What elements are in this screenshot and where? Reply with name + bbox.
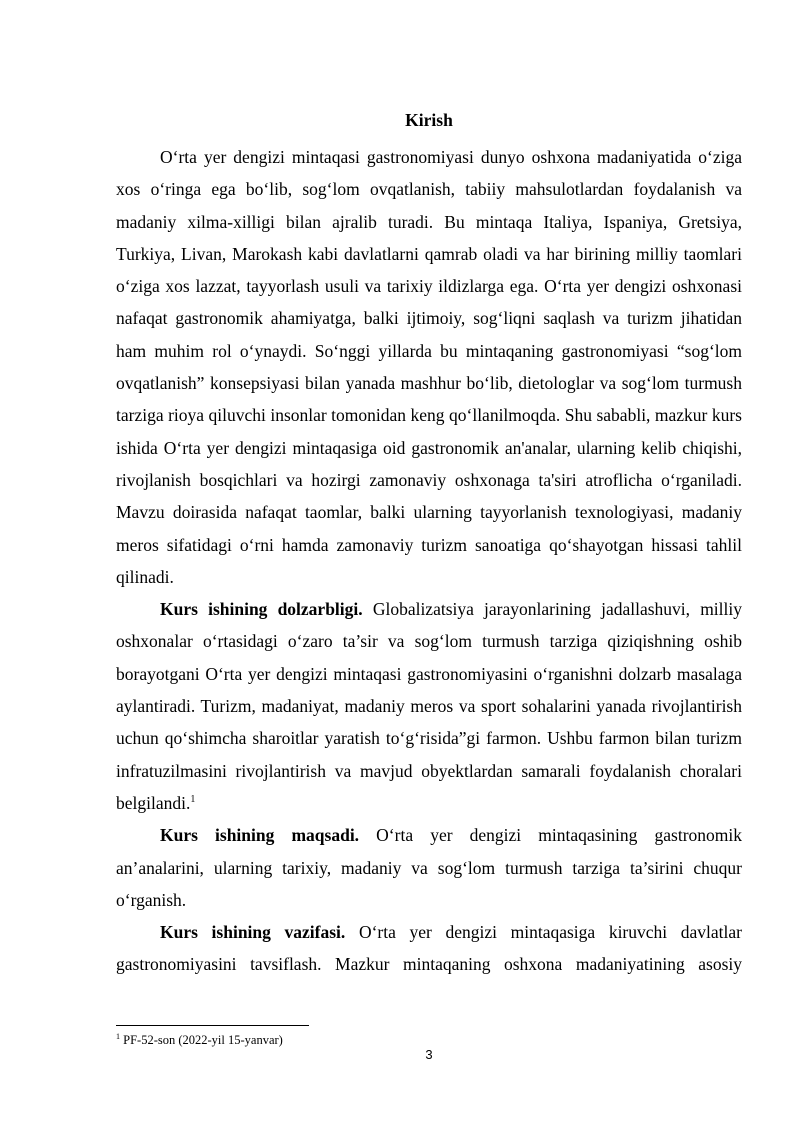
- paragraph-lead: Kurs ishining vazifasi.: [160, 922, 346, 943]
- body-text: [116, 141, 742, 981]
- paragraph-relevance: [116, 593, 742, 819]
- paragraph-lead: Kurs ishining dolzarbligi.: [160, 599, 363, 620]
- paragraph-text: Globalizatsiya jarayonlarining jadallashuvi, milliy oshxonalar o‘rtasidagi o‘zaro ta’sir va sog‘lom turmush tarziga qiziqishning oshib borayotgani O‘rta yer dengizi mintaqasi gastronomiyasini o‘rganishni dolzarb masalaga aylantiradi. Turizm, madaniyat, madaniy meros va sport sohalarini yanada rivojlantirish uchun qo‘shimcha sharoitlar yaratish to‘g‘risida”gi farmon. Ushbu farmon bilan turizm infratuzilmasini rivojlantirish va mavjud obyektlardan samarali foydalanish choralari belgilandi.: [116, 599, 743, 813]
- footnote-marker: 1: [116, 1031, 120, 1041]
- paragraph-goal: [116, 819, 742, 916]
- paragraph-tasks: [116, 916, 742, 981]
- paragraph-text: O‘rta yer dengizi mintaqasining gastronomik an’analarini, ularning tarixiy, madaniy va sog‘lom turmush tarziga ta’sirini chuqur o‘rganish.: [116, 825, 742, 910]
- page-number: 3: [425, 1047, 433, 1062]
- footnote-separator: [116, 1025, 309, 1026]
- paragraph-text: O‘rta yer dengizi mintaqasi gastronomiyasi dunyo oshxona madaniyatida o‘ziga xos o‘ringa ega bo‘lib, sog‘lom ovqatlanish, tabiiy mahsulotlardan foydalanish va madaniy xilma-xilligi bilan ajralib turadi. Bu mintaqa Italiya, Ispaniya, Gretsiya, Turkiya, Livan, Marokash kabi davlatlarni qamrab oladi va har birining milliy taomlari o‘ziga xos lazzat, tayyorlash usuli va tarixiy ildizlarga ega. O‘rta yer dengizi oshxonasi nafaqat gastronomik ahamiyatga, balki ijtimoiy, sog‘liqni saqlash va turizm jihatidan ham muhim rol o‘ynaydi. So‘nggi yillarda bu mintaqaning gastronomiyasi “sog‘lom ovqatlanish” konsepsiyasi bilan yanada mashhur bo‘lib, dietologlar va sog‘lom turmush tarziga rioya qiluvchi insonlar tomonidan keng qo‘llanilmoqda. Shu sababli, mazkur kurs ishida O‘rta yer dengizi mintaqasiga oid gastronomik an'analar, ularning kelib chiqishi, rivojlanish bosqichlari va hozirgi zamonaviy oshxonaga ta'siri atroflicha o‘rganiladi. Mavzu doirasida nafaqat taomlar, balki ularning tayyorlanish texnologiyasi, madaniy meros sifatidagi o‘rni hamda zamonaviy turizm sanoatiga qo‘shayotgan hissasi tahlil qilinadi.: [116, 147, 742, 587]
- paragraph-text: O‘rta yer dengizi mintaqasiga kiruvchi davlatlar gastronomiyasini tavsiflash. Mazkur mintaqaning oshxona madaniyatining asosiy: [116, 922, 742, 975]
- footnote-text: PF-52-son (2022-yil 15-yanvar): [123, 1033, 283, 1047]
- footnote: [116, 1032, 742, 1048]
- paragraph-intro: [116, 141, 742, 593]
- paragraph-lead: Kurs ishining maqsadi.: [160, 825, 360, 846]
- footnote-reference[interactable]: 1: [190, 794, 196, 806]
- page-title: Kirish: [405, 110, 453, 130]
